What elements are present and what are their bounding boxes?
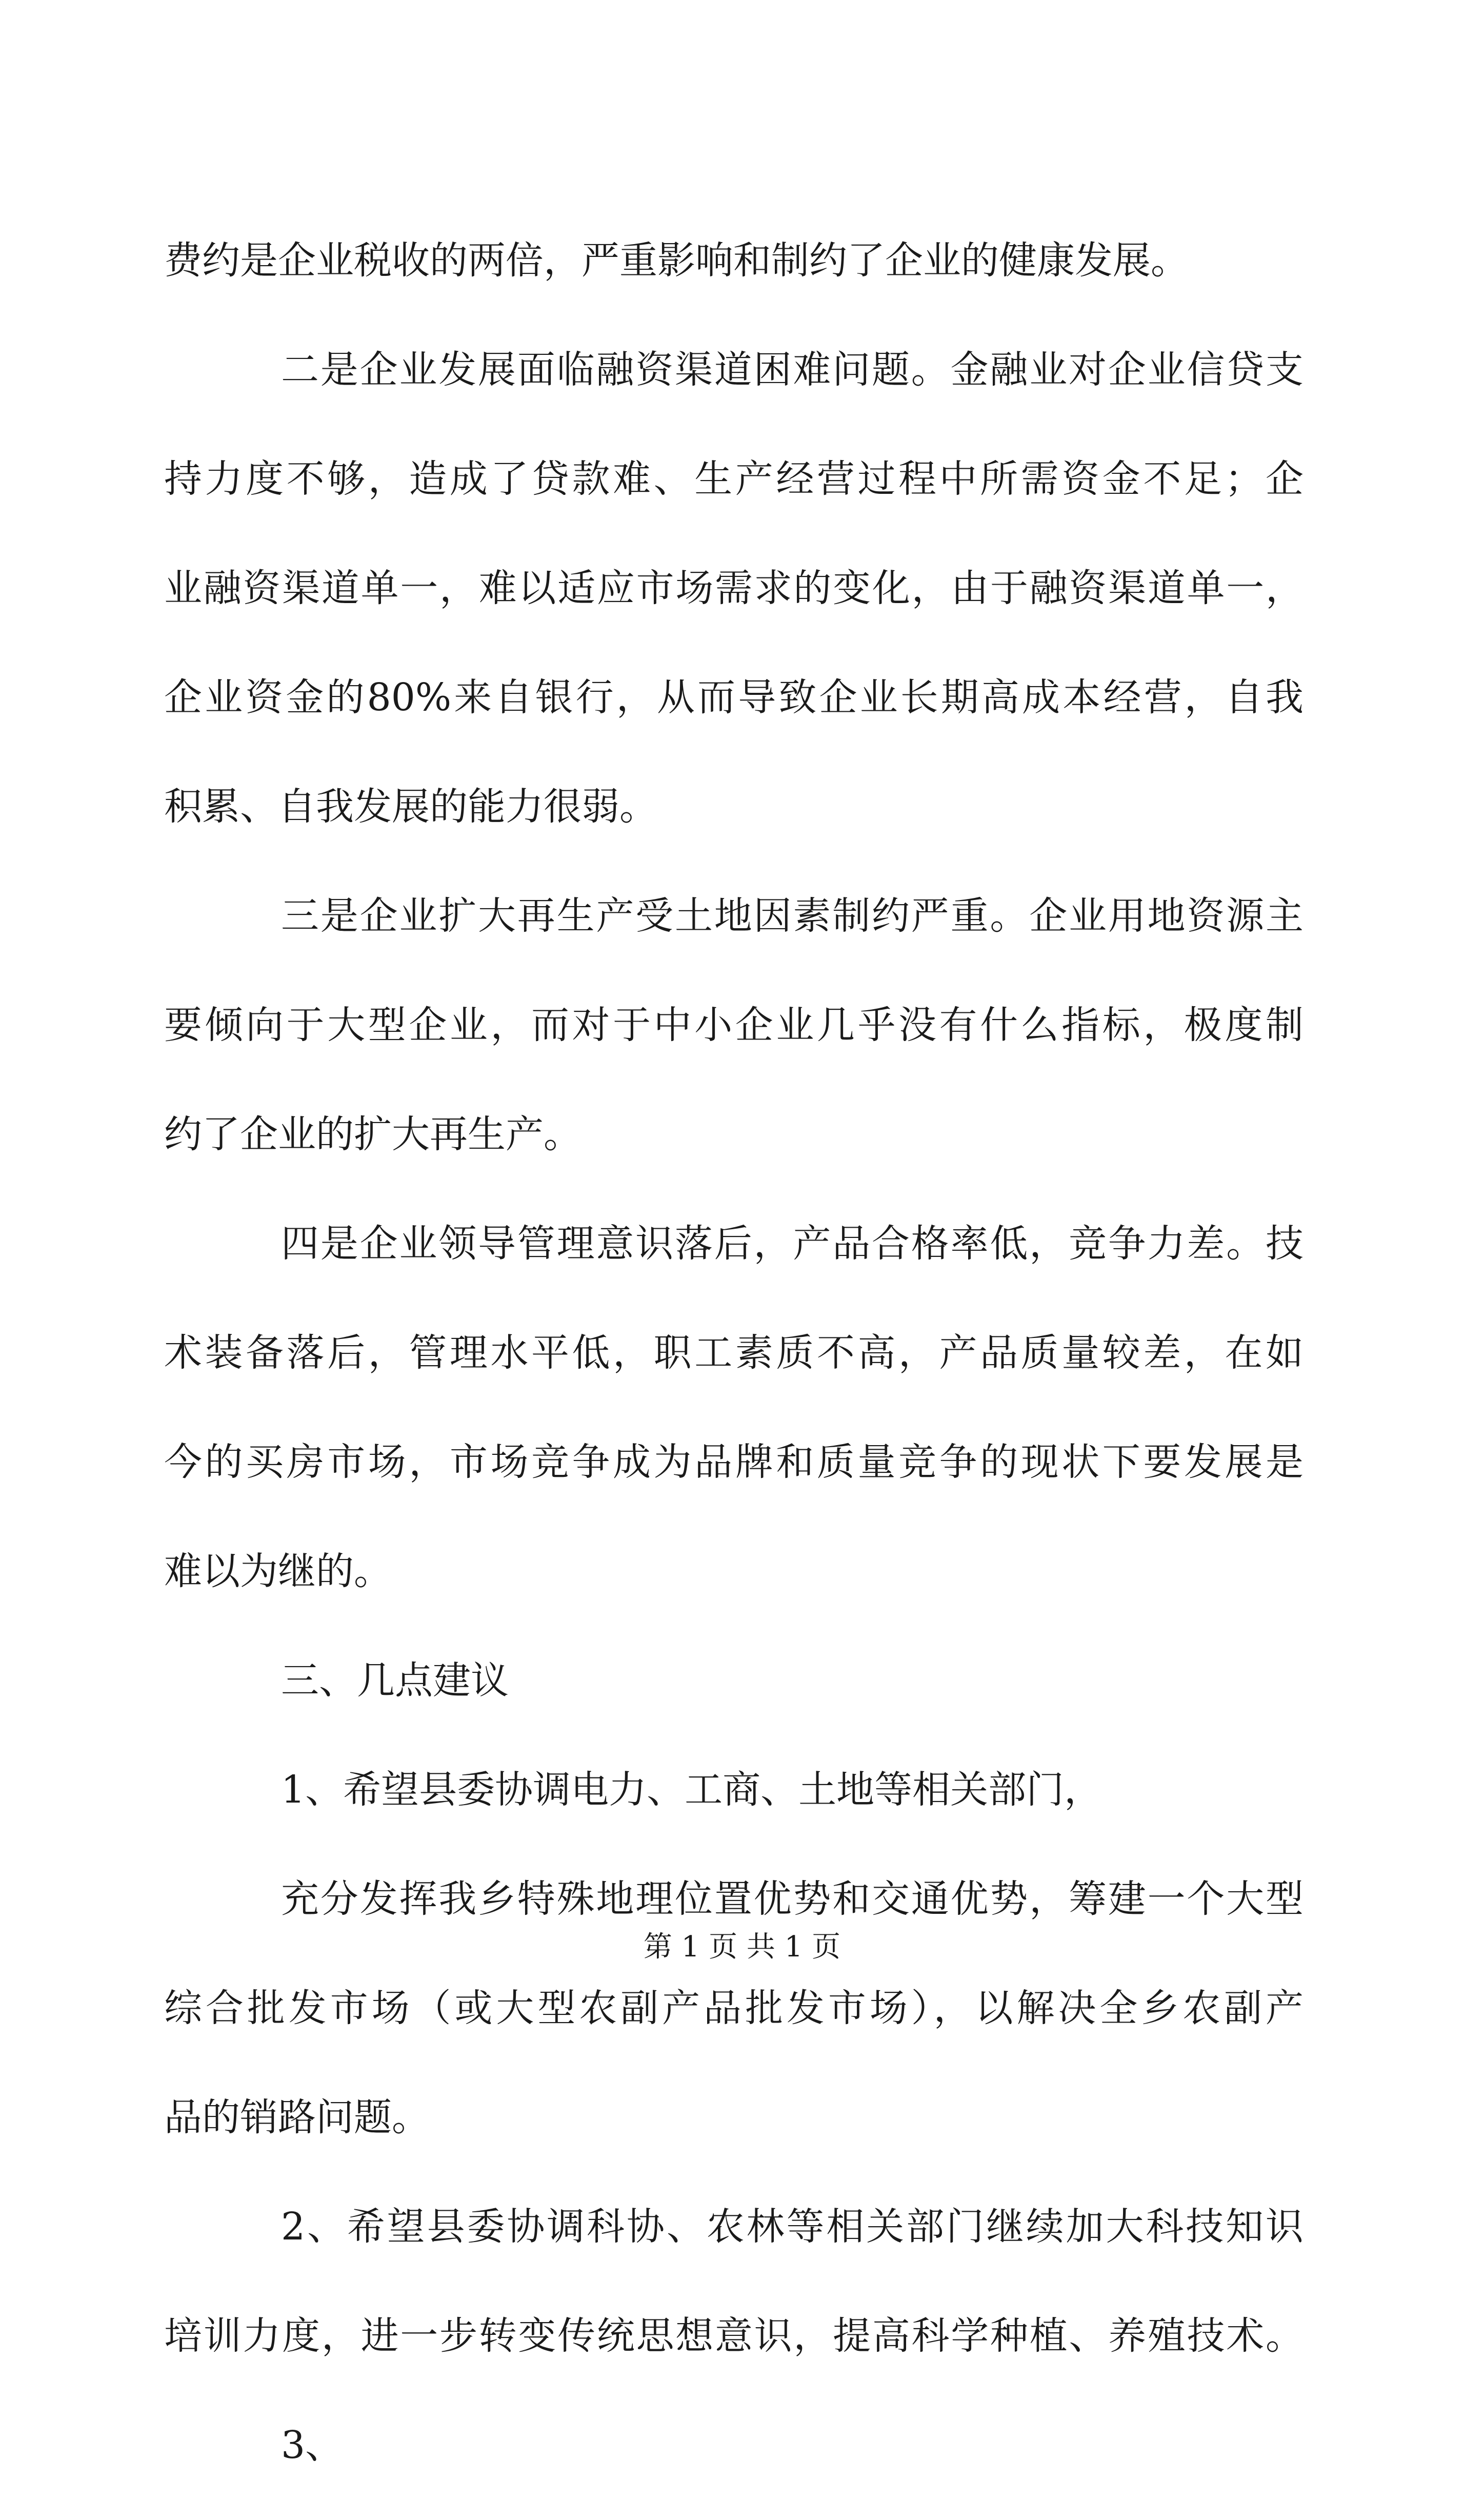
text-line: 持力度不够，造成了贷款难、生产经营过程中所需资金不足；企 <box>164 457 1303 501</box>
text-line: 业融资渠道单一，难以适应市场需求的变化，由于融资渠道单一， <box>164 566 1303 610</box>
text-line: 3、 <box>281 2423 344 2467</box>
text-line: 今的买房市场，市场竞争成为品牌和质量竞争的现状下要发展是 <box>164 1440 1303 1484</box>
text-line: 品的销路问题。 <box>164 2095 430 2139</box>
text-line: 综合批发市场（或大型农副产品批发市场），以解决全乡农副产 <box>164 1986 1303 2030</box>
text-line: 1、希望县委协调电力、工商、土地等相关部门， <box>281 1768 1102 1812</box>
text-line: 三是企业扩大再生产受土地因素制约严重。企业用地资源主 <box>281 894 1303 938</box>
page-footer: 第 1 页 共 1 页 <box>643 1930 841 1964</box>
text-line: 2、希望县委协调科协、农林等相关部门继续加大科技知识 <box>281 2205 1303 2249</box>
text-line: 积累、自我发展的能力很弱。 <box>164 785 657 829</box>
text-line: 三、几点建议 <box>281 1658 509 1703</box>
document-body <box>164 206 1303 2500</box>
text-line: 充分发挥我乡特殊地理位置优势和交通优势，筹建一个大型 <box>281 1877 1303 1921</box>
text-line: 四是企业领导管理意识落后，产品合格率低，竞争力差。技 <box>281 1222 1303 1266</box>
text-line: 术装备落后，管理水平低，职工素质不高，产品质量较差，在如 <box>164 1331 1303 1375</box>
text-line: 费约是企业税收的两倍，严重影响和制约了企业的健康发展。 <box>164 238 1189 283</box>
text-line: 要倾向于大型企业，而对于中小企业几乎没有什么指标，极度制 <box>164 1003 1303 1047</box>
text-line: 约了企业的扩大再生产。 <box>164 1112 581 1156</box>
text-line: 二是企业发展面临融资渠道困难问题。金融业对企业信贷支 <box>281 348 1303 392</box>
text-line: 培训力度，进一步转变传统思想意识，提高科学种植、养殖技术。 <box>164 2314 1303 2358</box>
text-line: 难以为继的。 <box>164 1549 392 1593</box>
text-line: 企业资金的80%来自银行，从而导致企业长期高成本经营，自我 <box>164 675 1303 719</box>
